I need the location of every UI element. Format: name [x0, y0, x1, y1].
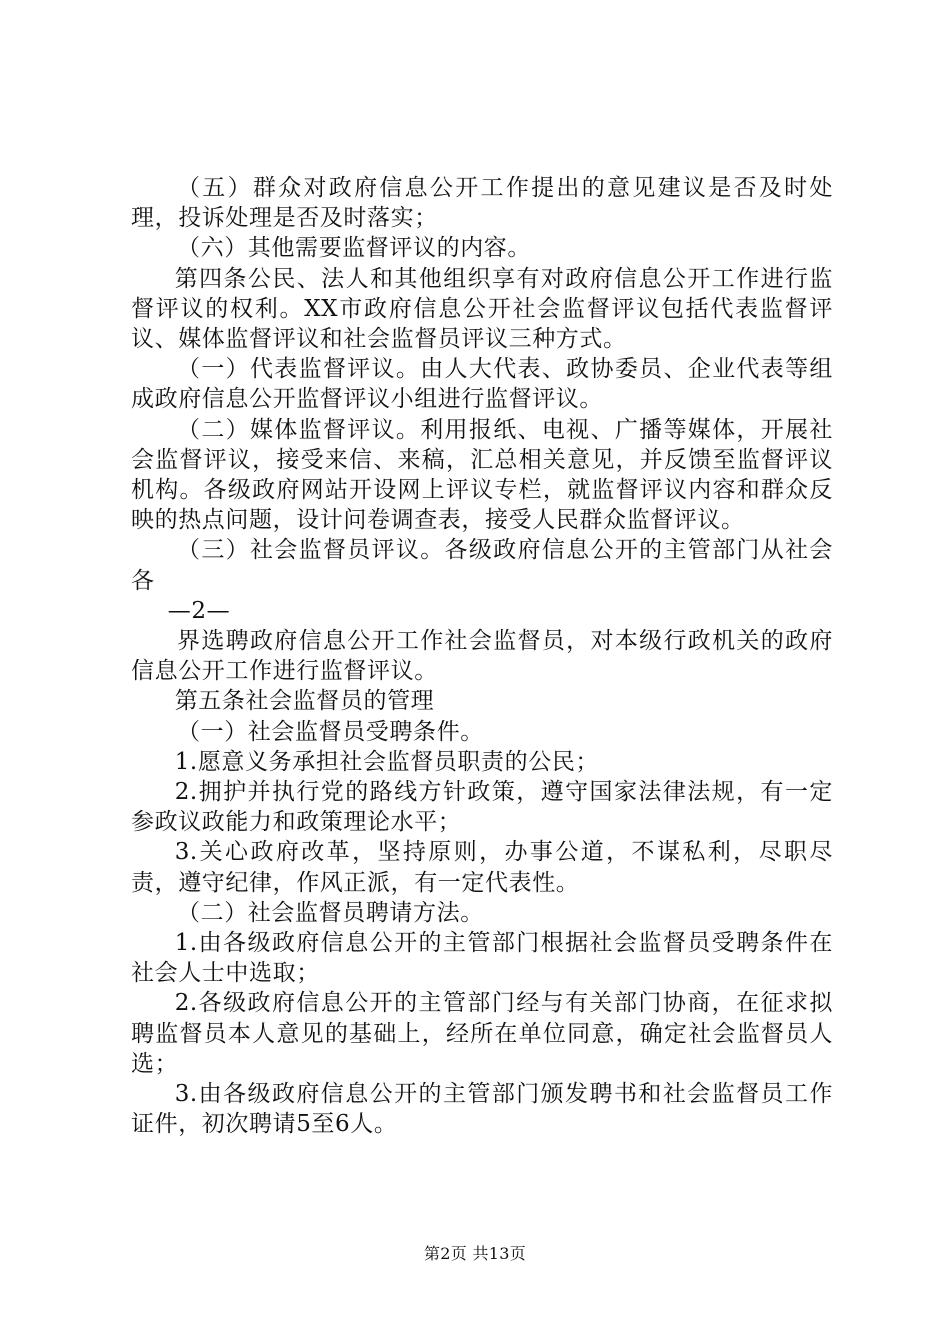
paragraph-article-4: 第四条公民、法人和其他组织享有对政府信息公开工作进行监督评议的权利。XX市政府信息公开社会监督评议包括代表监督评议、媒体监督评议和社会监督员评议三种方式。 [131, 265, 833, 353]
paragraph-item-5: （五）群众对政府信息公开工作提出的意见建议是否及时处理，投诉处理是否及时落实； [131, 175, 833, 232]
list-item-condition-2: 2.拥护并执行党的路线方针政策，遵守国家法律法规，有一定参政议政能力和政策理论水平； [131, 779, 833, 836]
page-footer [0, 1244, 950, 1264]
paragraph-media-review: （二）媒体监督评议。利用报纸、电视、广播等媒体，开展社会监督评议，接受来信、来稿，汇总相关意见，并反馈至监督评议机构。各级政府网站开设网上评议专栏，就监督评议内容和群众反映的热点问题，设计问卷调查表，接受人民群众监督评议。 [131, 416, 833, 534]
list-item-condition-3: 3.关心政府改革，坚持原则，办事公道，不谋私利，尽职尽责，遵守纪律，作风正派，有一定代表性。 [131, 839, 833, 896]
paragraph-hiring-methods: （二）社会监督员聘请方法。 [177, 899, 484, 926]
paragraph-supervisor-review: （三）社会监督员评议。各级政府信息公开的主管部门从社会各 [131, 537, 833, 594]
paragraph-article-5: 第五条社会监督员的管理 [174, 688, 435, 715]
paragraph-item-6: （六）其他需要监督评议的内容。 [177, 235, 531, 262]
document-body [131, 173, 833, 1140]
inline-page-marker: —2— [167, 597, 231, 624]
page-number-label: 第2页 共13页 [423, 1244, 527, 1263]
list-item-method-3: 3.由各级政府信息公开的主管部门颁发聘书和社会监督员工作证件，初次聘请5至6人。 [131, 1081, 833, 1138]
paragraph-continued: 界选聘政府信息公开工作社会监督员，对本级行政机关的政府信息公开工作进行监督评议。 [131, 628, 833, 685]
list-item-method-2: 2.各级政府信息公开的主管部门经与有关部门协商，在征求拟聘监督员本人意见的基础上，经所在单位同意，确定社会监督员人选； [131, 990, 833, 1077]
paragraph-representative-review: （一）代表监督评议。由人大代表、政协委员、企业代表等组成政府信息公开监督评议小组进行监督评议。 [131, 356, 833, 413]
list-item-method-1: 1.由各级政府信息公开的主管部门根据社会监督员受聘条件在社会人士中选取； [131, 930, 833, 987]
list-item-condition-1: 1.愿意义务承担社会监督员职责的公民； [174, 748, 600, 775]
paragraph-hiring-conditions: （一）社会监督员受聘条件。 [177, 718, 484, 745]
